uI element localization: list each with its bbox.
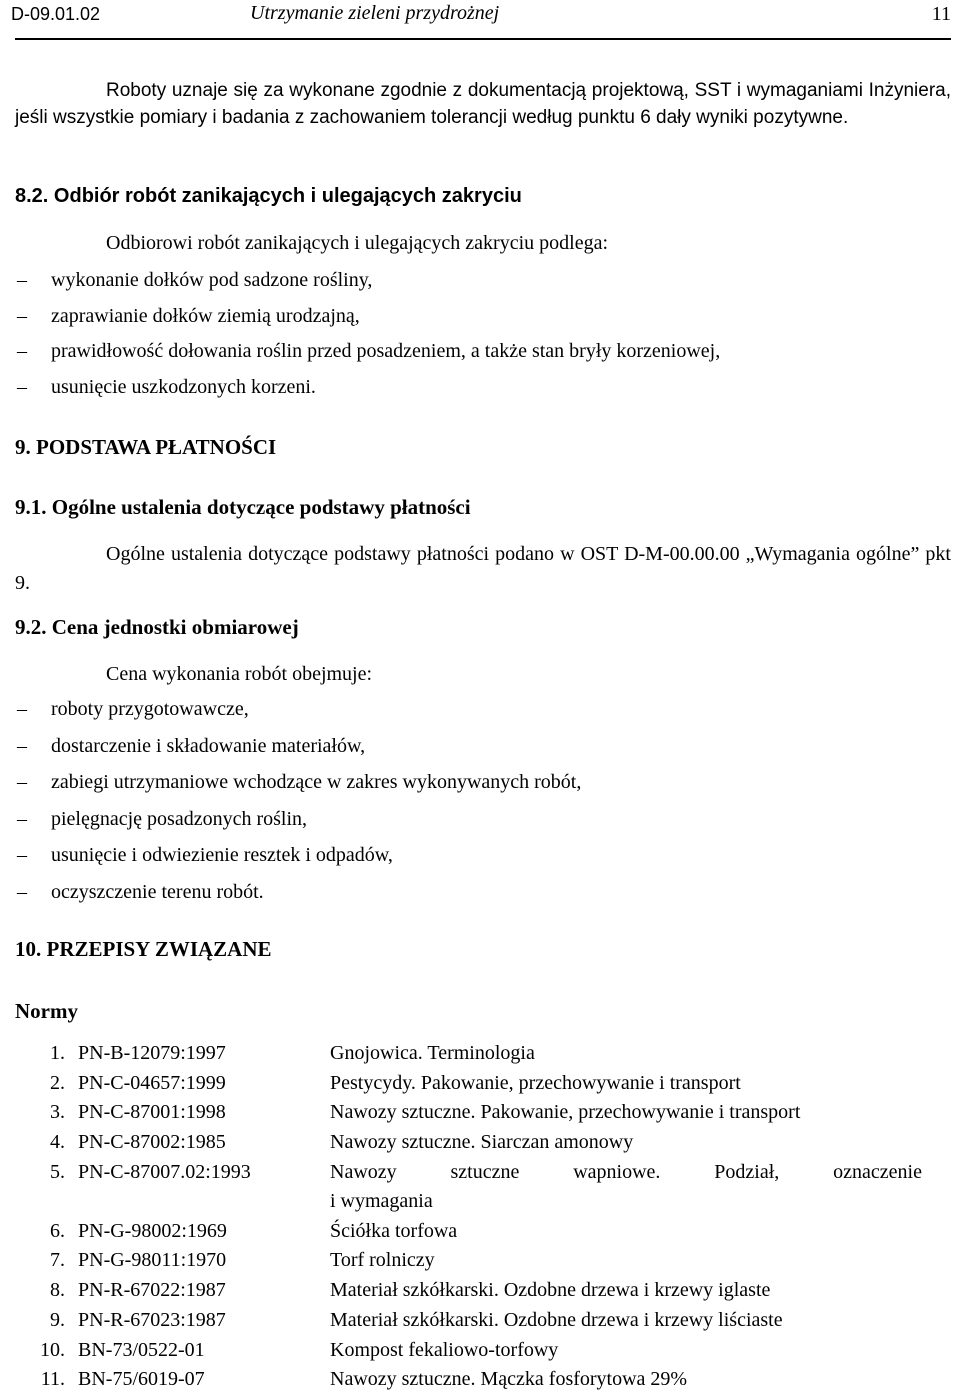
section-9-2-list <box>15 691 951 910</box>
section-9-heading: 9. PODSTAWA PŁATNOŚCI <box>15 435 277 459</box>
dash-bullet: – <box>17 880 27 903</box>
section-8-2-list <box>15 263 951 405</box>
norm-code: PN-G-98011:1970 <box>78 1249 227 1272</box>
list-item: – oczyszczenie terenu robót. <box>15 874 951 911</box>
norm-number: 4. <box>50 1131 65 1154</box>
norm-code: PN-C-87001:1998 <box>78 1101 226 1124</box>
dash-bullet: – <box>17 771 27 793</box>
norm-number: 11. <box>40 1368 65 1391</box>
section-10-heading: 10. PRZEPISY ZWIĄZANE <box>15 937 272 961</box>
list-item: – usunięcie i odwiezienie resztek i odpadów, <box>15 837 951 874</box>
norm-row <box>15 1365 951 1395</box>
norm-code: BN-73/0522-01 <box>78 1338 205 1361</box>
dash-bullet: – <box>17 375 27 398</box>
norm-row <box>15 1158 951 1217</box>
norm-row <box>15 1276 951 1306</box>
page-number: 11 <box>931 3 951 25</box>
norm-title: Nawozy sztuczne. Mączka fosforytowa 29% <box>330 1368 688 1391</box>
list-item: – dostarczenie i składowanie materiałów, <box>15 728 951 765</box>
document-page <box>11 0 951 1399</box>
dash-bullet: – <box>17 807 27 830</box>
norm-code: PN-R-67022:1987 <box>78 1279 226 1302</box>
section-8-2-lead: Odbiorowi robót zanikających i ulegających zakryciu podlega: <box>106 232 609 254</box>
norm-code: PN-G-98002:1969 <box>78 1219 227 1242</box>
norm-code: BN-75/6019-07 <box>78 1368 205 1391</box>
norm-title: Materiał szkółkarski. Ozdobne drzewa i krzewy iglaste <box>330 1279 771 1302</box>
list-item: – zaprawianie dołków ziemią urodzajną, <box>15 299 951 335</box>
section-9-2-lead: Cena wykonania robót obejmuje: <box>106 663 373 685</box>
list-item: – zabiegi utrzymaniowe wchodzące w zakres wykonywanych robót, <box>15 764 951 801</box>
norm-number: 9. <box>50 1308 65 1331</box>
norm-row <box>15 1246 951 1276</box>
norm-code: PN-C-87007.02:1993 <box>78 1160 251 1183</box>
page-header <box>11 0 951 40</box>
list-item: – roboty przygotowawcze, <box>15 691 951 728</box>
norm-number: 10. <box>40 1338 65 1361</box>
norm-title-continuation: i wymagania <box>330 1190 433 1213</box>
section-9-2-heading: 9.2. Cena jednostki obmiarowej <box>15 615 299 639</box>
norm-title: Nawozy sztuczne wapniowe. Podział, oznaczenie <box>330 1160 922 1183</box>
norm-code: PN-R-67023:1987 <box>78 1308 226 1331</box>
document-title: Utrzymanie zieleni przydrożnej <box>250 2 500 24</box>
section-9-1-text: Ogólne ustalenia dotyczące podstawy płatności podano w OST D-M-00.00.00 „Wymagania ogólne” pkt 9. <box>15 543 951 594</box>
dash-bullet: – <box>17 269 27 291</box>
dash-bullet: – <box>17 734 27 757</box>
header-rule <box>15 38 951 40</box>
section-8-2-heading: 8.2. Odbiór robót zanikających i ulegających zakryciu <box>15 185 522 207</box>
norm-row <box>15 1069 951 1099</box>
norm-title: Nawozy sztuczne. Pakowanie, przechowywanie i transport <box>330 1101 801 1124</box>
norm-number: 6. <box>50 1219 65 1242</box>
norm-number: 8. <box>50 1279 65 1302</box>
list-item: – usunięcie uszkodzonych korzeni. <box>15 370 951 406</box>
section-9-1-heading: 9.1. Ogólne ustalenia dotyczące podstawy płatności <box>15 495 471 519</box>
norm-row <box>15 1217 951 1247</box>
norm-number: 3. <box>50 1101 65 1124</box>
list-item: – pielęgnację posadzonych roślin, <box>15 801 951 838</box>
norm-title: Materiał szkółkarski. Ozdobne drzewa i krzewy liściaste <box>330 1308 783 1331</box>
norm-number: 2. <box>50 1071 65 1094</box>
list-item: – prawidłowość dołowania roślin przed posadzeniem, a także stan bryły korzeniowej, <box>15 334 951 370</box>
norm-number: 1. <box>50 1042 65 1064</box>
norm-row <box>15 1039 951 1069</box>
norm-code: PN-C-04657:1999 <box>78 1071 226 1094</box>
document-code: D-09.01.02 <box>11 4 101 24</box>
norm-row <box>15 1336 951 1366</box>
dash-bullet: – <box>17 698 27 720</box>
norm-code: PN-C-87002:1985 <box>78 1131 226 1154</box>
norm-code: PN-B-12079:1997 <box>78 1042 226 1064</box>
list-item: – wykonanie dołków pod sadzone rośliny, <box>15 263 951 299</box>
norm-title: Ściółka torfowa <box>330 1219 458 1242</box>
norm-number: 5. <box>50 1160 65 1183</box>
norm-title: Pestycydy. Pakowanie, przechowywanie i transport <box>330 1071 741 1094</box>
norms-list <box>15 1039 951 1395</box>
norm-row <box>15 1128 951 1158</box>
norm-title: Gnojowica. Terminologia <box>330 1042 535 1064</box>
dash-bullet: – <box>17 340 27 362</box>
intro-paragraph: Roboty uznaje się za wykonane zgodnie z dokumentacją projektową, SST i wymaganiami Inżyniera, jeśli wszystkie pomiary i badania z zachowaniem tolerancji według punktu 6 dały wyniki pozytywne. <box>15 80 951 128</box>
dash-bullet: – <box>17 844 27 866</box>
norm-title: Nawozy sztuczne. Siarczan amonowy <box>330 1131 634 1154</box>
norm-title: Torf rolniczy <box>330 1249 435 1272</box>
norm-number: 7. <box>50 1249 65 1272</box>
norm-title: Kompost fekaliowo-torfowy <box>330 1338 559 1361</box>
norm-row <box>15 1098 951 1128</box>
dash-bullet: – <box>17 304 27 327</box>
norms-heading: Normy <box>15 999 78 1023</box>
norm-row <box>15 1306 951 1336</box>
